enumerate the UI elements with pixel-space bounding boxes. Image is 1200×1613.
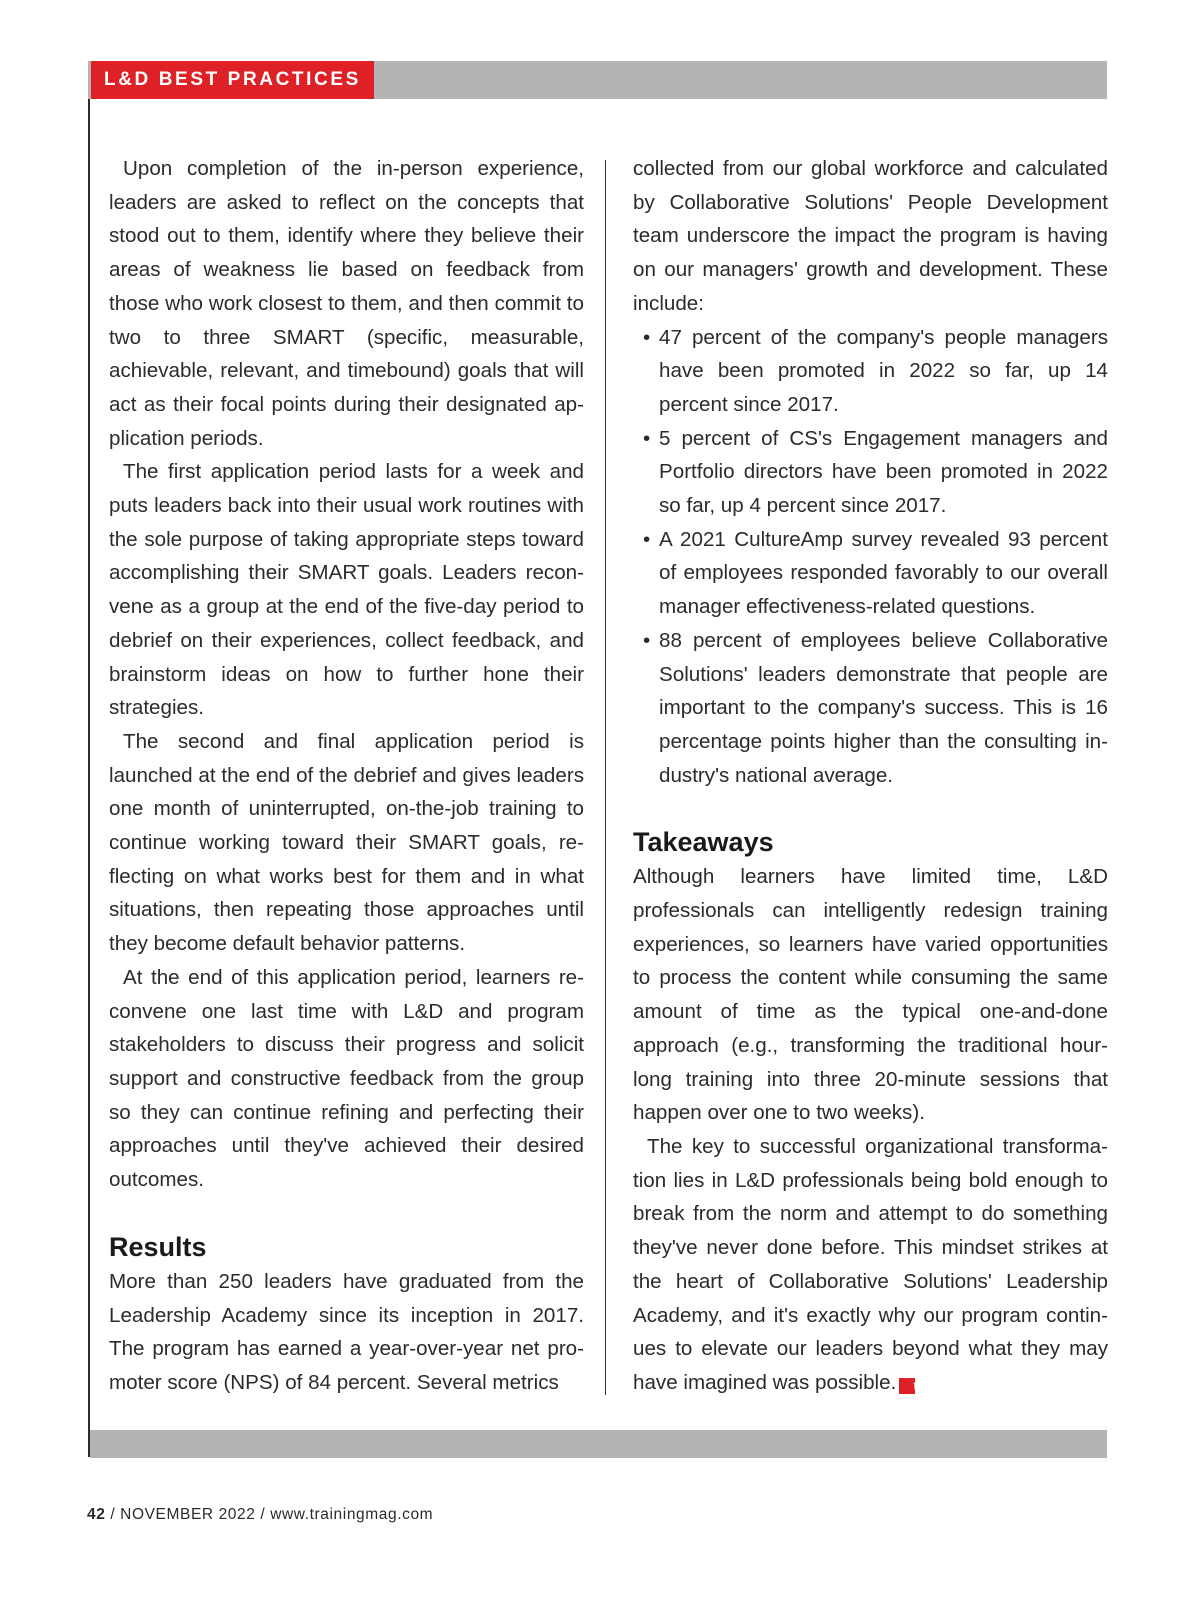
list-item: • 47 percent of the company's people managers have been promoted in 2022 so far, up 14 percent since 2017. bbox=[633, 321, 1108, 422]
page-footer bbox=[87, 1506, 433, 1524]
paragraph: The second and final application period is launched at the end of the debrief and gives leaders one month of uninterrupted, on-the-job training to continue working toward their SMART goals, reflecting on what works best for them and in what situations, then repeating those approaches until they become default behavior patterns. bbox=[109, 729, 584, 956]
paragraph: At the end of this application period, learners reconvene one last time with L&D and program stakeholders to discuss their progress and solicit support and constructive feedback from the group so they can continue refining and perfecting their approaches until they've achieved their desired outcomes. bbox=[109, 965, 584, 1192]
right-column bbox=[633, 152, 1108, 1400]
list-item: • 88 percent of employees believe Collaborative Solutions' leaders demonstrate that people are important to the company's success. This is 16 percentage points higher than the consulting industry's national average. bbox=[633, 624, 1108, 793]
results-heading: Results bbox=[109, 1231, 207, 1262]
column-divider bbox=[605, 160, 606, 1395]
paragraph bbox=[633, 1130, 1108, 1400]
paragraph: Upon completion of the in-person experience, leaders are asked to reflect on the concepts that stood out to them, identify where they believe their areas of weakness lie based on feedback from those who work closest to them, and then commit to two to three SMART (specific, measurable, achievable, relevant, and timebound) goals that will act as their focal points during their designated application periods. bbox=[109, 157, 584, 450]
left-margin-rule bbox=[88, 99, 90, 1457]
section-tag: L&D BEST PRACTICES bbox=[91, 61, 374, 99]
paragraph: collected from our global workforce and calculated by Collaborative Solutions' People Development team underscore the impact the program is having on our managers' growth and development. These include: bbox=[633, 157, 1108, 315]
closing-text: The key to successful organizational transformation lies in L&D professionals being bold enough to break from the norm and attempt to do something they've never done before. This mindset strikes at the heart of Collaborative Solutions' Leadership Academy, and it's exactly why our program continues to elevate our leaders beyond what they may have imagined was possible. bbox=[633, 1134, 1108, 1394]
list-item: • A 2021 CultureAmp survey revealed 93 percent of employees responded favorably to our overall manager effectiveness-related questions. bbox=[633, 523, 1108, 624]
metrics-list bbox=[633, 321, 1108, 793]
takeaways-heading: Takeaways bbox=[633, 827, 774, 858]
paragraph: The first application period lasts for a week and puts leaders back into their usual work routines with the sole purpose of taking appropriate steps toward accomplishing their SMART goals. Leaders reconvene as a group at the end of the five-day period to debrief on their experiences, collect feedback, and brainstorm ideas on how to further hone their strategies. bbox=[109, 460, 584, 720]
issue-info: / NOVEMBER 2022 / www.trainingmag.com bbox=[105, 1506, 434, 1523]
end-mark-icon: t bbox=[899, 1378, 915, 1394]
left-column bbox=[109, 152, 584, 1400]
list-item: • 5 percent of CS's Engagement managers and Portfolio directors have been promoted in 2022 so far, up 4 percent since 2017. bbox=[633, 422, 1108, 523]
page-number: 42 bbox=[87, 1506, 106, 1523]
paragraph: More than 250 leaders have graduated from the Leadership Academy since its inception in 2017. The program has earned a year-over-year net promoter score (NPS) of 84 percent. Several metrics bbox=[109, 1269, 584, 1394]
paragraph: Although learners have limited time, L&D professionals can intelligently redesign training experiences, so learners have varied opportunities to process the content while consuming the same amount of time as the typical one-and-done approach (e.g., transforming the traditional hour-long training into three 20-minute sessions that happen over one to two weeks). bbox=[633, 865, 1108, 1125]
bottom-bar bbox=[90, 1430, 1107, 1458]
